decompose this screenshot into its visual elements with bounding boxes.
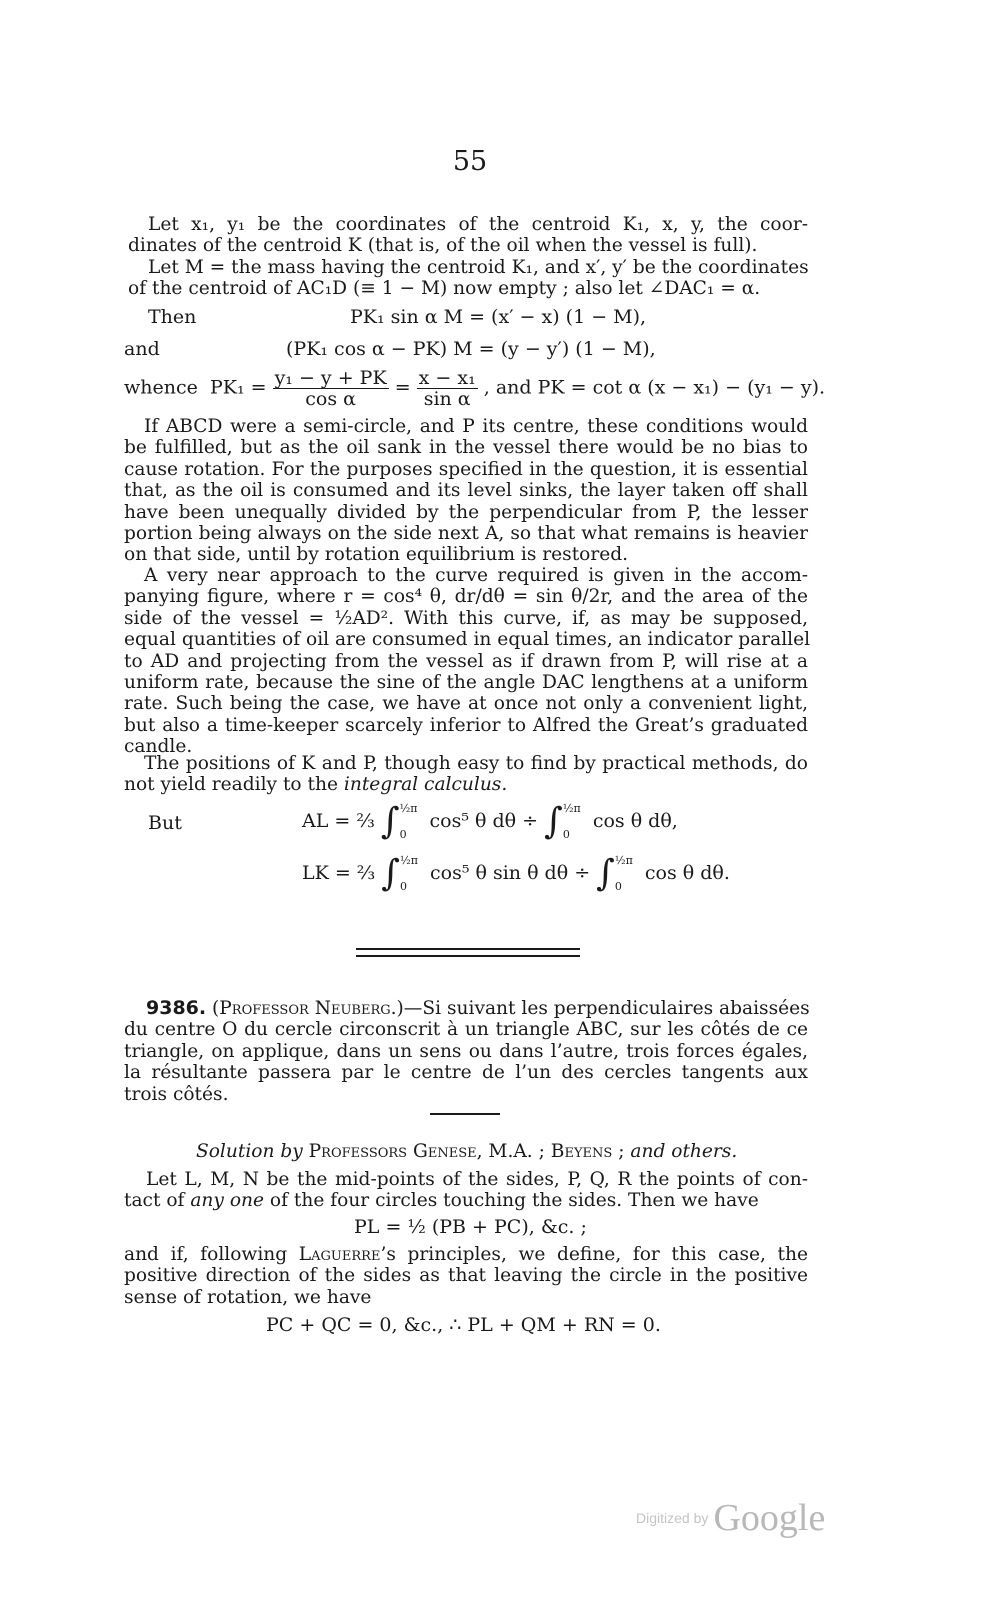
text-line: side of the vessel = ½AD². With this curve, if, as may be supposed, bbox=[124, 607, 808, 629]
whence-label: whence bbox=[124, 376, 198, 399]
equation-3 bbox=[124, 368, 825, 409]
upper-limit: ½π bbox=[562, 802, 581, 815]
integrand: cos⁵ θ sin θ dθ ÷ bbox=[430, 862, 591, 884]
text-line: that, as the oil is consumed and its level sinks, the layer taken off shall bbox=[124, 480, 808, 502]
laguerre-name: Laguerre bbox=[298, 1244, 381, 1265]
solution-authors: Professors Genese, M.A. ; Beyens ; bbox=[302, 1141, 625, 1162]
watermark bbox=[636, 1496, 825, 1540]
text-line: Let x₁, y₁ be the coordinates of the centroid K₁, x, y, the coor- bbox=[148, 214, 808, 235]
section-divider-top bbox=[356, 948, 580, 950]
equation-1: PK₁ sin α M = (x′ − x) (1 − M), bbox=[350, 306, 647, 328]
then-label: Then bbox=[148, 306, 197, 328]
fraction-numerator: y₁ − y + PK bbox=[274, 367, 387, 389]
text-line: equal quantities of oil are consumed in equal times, an indicator parallel bbox=[124, 629, 811, 651]
text-line: The positions of K and P, though easy to find by practical methods, do bbox=[144, 753, 808, 774]
text-line: du centre O du cercle circonscrit à un triangle ABC, sur les côtés de ce bbox=[124, 1019, 808, 1041]
text-run: not yield readily to the bbox=[124, 774, 344, 796]
integral-limits bbox=[400, 848, 418, 900]
positions-paragraph bbox=[124, 753, 808, 796]
intro-paragraph bbox=[128, 214, 808, 300]
solution-paragraph-1 bbox=[124, 1169, 808, 1212]
text-line: sense of rotation, we have bbox=[124, 1286, 372, 1308]
semicircle-paragraph bbox=[124, 416, 808, 566]
text-run: —Si suivant les perpendiculaires abaissées bbox=[403, 998, 810, 1019]
text-line: A very near approach to the curve required is given in the accom- bbox=[144, 565, 808, 586]
text-line: trois côtés. bbox=[124, 1083, 229, 1105]
equation-pl: PL = ½ (PB + PC), &c. ; bbox=[354, 1216, 587, 1238]
integral-lhs: AL = ⅔ bbox=[302, 810, 375, 832]
text-line bbox=[124, 774, 808, 795]
text-run: tact of bbox=[124, 1190, 191, 1212]
integral-lk bbox=[302, 848, 730, 900]
integral-lhs: LK = ⅔ bbox=[302, 862, 376, 884]
watermark-prefix: Digitized by bbox=[636, 1510, 709, 1526]
integral-al bbox=[302, 796, 678, 848]
text-line: rate. Such being the case, we have at once not only a convenient light, bbox=[124, 693, 808, 715]
solution-heading bbox=[196, 1141, 737, 1162]
solution-paragraph-2 bbox=[124, 1244, 808, 1308]
text-line: on that side, until by rotation equilibrium is restored. bbox=[124, 544, 629, 566]
integral-limits bbox=[615, 848, 633, 900]
fraction-denominator: sin α bbox=[423, 388, 471, 410]
fraction-2 bbox=[417, 368, 478, 409]
integral-limits bbox=[400, 796, 418, 848]
text-line: have been unequally divided by the perpendicular from P, the lesser bbox=[124, 501, 808, 523]
integrand: cos θ dθ. bbox=[644, 862, 730, 884]
italic-run: integral calculus. bbox=[343, 774, 508, 796]
integrand: cos⁵ θ dθ ÷ bbox=[429, 810, 539, 832]
fraction-numerator: x − x₁ bbox=[418, 367, 476, 389]
eq3-lhs: PK₁ = bbox=[209, 376, 267, 399]
text-line: Let M = the mass having the centroid K₁, and x′, y′ be the coordinates bbox=[148, 256, 809, 278]
text-line: Let L, M, N be the mid-points of the sides, P, Q, R the points of con- bbox=[146, 1169, 808, 1190]
text-line: uniform rate, because the sine of the angle DAC lengthens at a uniform bbox=[124, 672, 808, 694]
short-divider bbox=[430, 1113, 500, 1115]
text-line: but also a time-keeper scarcely inferior to Alfred the Great’s graduated bbox=[124, 714, 808, 736]
google-logo: Google bbox=[713, 1497, 826, 1539]
and-label: and bbox=[124, 338, 160, 360]
text-line: positive direction of the sides as that leaving the circle in the positive bbox=[124, 1265, 808, 1287]
text-line: la résultante passera par le centre de l’un des cercles tangents aux bbox=[124, 1062, 808, 1084]
upper-limit: ½π bbox=[400, 854, 418, 867]
text-line: to AD and projecting from the vessel as if drawn from P, will rise at a bbox=[124, 650, 808, 672]
solution-suffix: and others. bbox=[624, 1141, 738, 1162]
text-line: dinates of the centroid K (that is, of the oil when the vessel is full). bbox=[128, 235, 758, 257]
solution-prefix: Solution by bbox=[196, 1141, 303, 1162]
integrand: cos θ dθ, bbox=[592, 810, 678, 832]
integral-sign: ∫ bbox=[596, 853, 615, 894]
section-divider-bottom bbox=[356, 955, 580, 957]
text-line: be fulfilled, but as the oil sank in the vessel there would be no bias to bbox=[124, 437, 808, 459]
integral-sign: ∫ bbox=[381, 853, 401, 894]
lower-limit: 0 bbox=[614, 880, 622, 893]
final-equation: PC + QC = 0, &c., ∴ PL + QM + RN = 0. bbox=[266, 1314, 661, 1336]
upper-limit: ½π bbox=[614, 854, 633, 867]
fraction-1 bbox=[273, 368, 389, 409]
text-run: ’s principles, we define, for this case, the bbox=[380, 1244, 808, 1265]
fraction-denominator: cos α bbox=[305, 388, 356, 410]
lower-limit: 0 bbox=[400, 880, 408, 893]
integral-sign: ∫ bbox=[380, 801, 400, 842]
integral-sign: ∫ bbox=[544, 801, 563, 842]
text-line: of the centroid of AC₁D (≡ 1 − M) now empty ; also let ∠DAC₁ = α. bbox=[128, 278, 761, 300]
eq3-equals: = bbox=[394, 376, 411, 399]
italic-run: any one bbox=[190, 1190, 264, 1212]
but-label: But bbox=[148, 812, 182, 834]
upper-limit: ½π bbox=[399, 802, 418, 815]
text-run: and if, following bbox=[124, 1244, 299, 1265]
question-paragraph bbox=[124, 998, 808, 1105]
equation-2: (PK₁ cos α − PK) M = (y − y′) (1 − M), bbox=[286, 338, 656, 360]
lower-limit: 0 bbox=[399, 828, 407, 841]
page-number: 55 bbox=[452, 146, 488, 177]
question-number: 9386. bbox=[146, 997, 207, 1019]
text-line: cause rotation. For the purposes specified in the question, it is essential bbox=[124, 458, 808, 480]
text-run: of the four circles touching the sides. Then we have bbox=[264, 1190, 759, 1212]
text-line: If ABCD were a semi-circle, and P its centre, these conditions would bbox=[144, 416, 808, 437]
text-line: triangle, on applique, dans un sens ou dans l’autre, trois forces égales, bbox=[124, 1040, 808, 1062]
text-line bbox=[124, 1244, 808, 1265]
text-line: portion being always on the side next A, so that what remains is heavier bbox=[124, 523, 808, 545]
text-line: candle. bbox=[124, 736, 193, 758]
question-author: (Professor Neuberg.) bbox=[212, 998, 404, 1019]
eq3-tail: , and PK = cot α (x − x₁) − (y₁ − y). bbox=[483, 376, 826, 399]
text-line bbox=[124, 998, 808, 1019]
curve-paragraph bbox=[124, 565, 811, 758]
lower-limit: 0 bbox=[562, 828, 570, 841]
text-line bbox=[124, 1190, 808, 1211]
integral-limits bbox=[563, 796, 581, 848]
text-line: panying figure, where r = cos⁴ θ, dr/dθ = sin θ/2r, and the area of the bbox=[124, 586, 808, 608]
